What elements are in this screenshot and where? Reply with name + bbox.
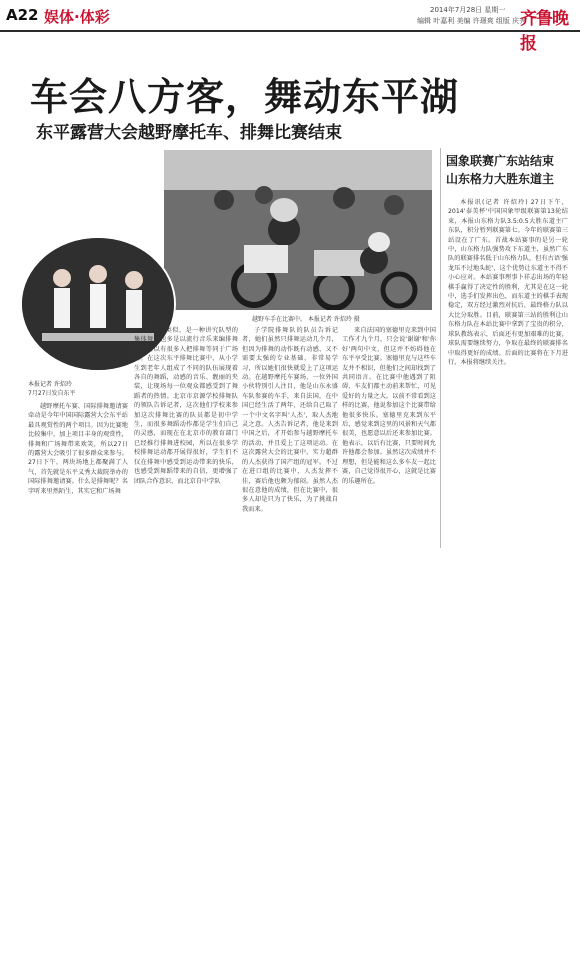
photo-caption-motocross: 越野车手在比赛中。 本报记者 许炤玲 摄 bbox=[252, 316, 360, 323]
photo-caption-dance bbox=[28, 380, 75, 398]
page-number: A22 bbox=[6, 6, 39, 24]
motocross-photo bbox=[164, 150, 432, 310]
date-line: 2014年7月28日 星期一 bbox=[430, 6, 506, 14]
sidebar-text: 本报讯(记者 许炤玲) 27日下午，2014'泰美杯'中国国象甲级联赛第13轮结束，本报山东格力队3.5:0.5大胜东道主广东队，积分暂列联赛第七。今年的联赛第三站设在了广东。首战本站赛事的是另一轮中，山东格力队强势攻下东道主，虽然广东队的联赛排名低于山东格力队，但有古语'强龙压不过地头蛇'，这个优势让东道主不得不小心应对。本站赛事理事卜祥志出场的年轻棋手赢得了决定性的胜利，尤其是在这一轮中，选手们发挥出色，而东道主的棋手表现稳定，双方经过激烈对抗后，最终格力队以大比分取胜。目前，联赛第三站的胜利让山东格力队在本站比赛中拿到了宝贵的积分，球队教练表示，后面还有更加艰难的比赛，球队需要继续努力，争取在最终的联赛排名中取得更好的成绩。后面的比赛将在下月进行，本报将继续关注。 bbox=[448, 199, 568, 366]
article-text: 越野摩托车赛、国际排舞邀请赛牵动是今年中国国际露营大会东平站最具观赏性的两个项目。因为比赛地比较集中，加上项目丰身的观赏性，排舞和广场舞带来欢笑，所以27日的露营大会吸引了很多群众来参与。27日下午，两块场地上都聚满了人气，首先就是东平义秀大裁院举办的国际排舞邀请赛。什么是排舞呢？名字听来里然陌生，其实它和广场舞 bbox=[28, 403, 128, 495]
page-header bbox=[0, 0, 580, 54]
article-column-4 bbox=[342, 326, 436, 552]
motocross-image bbox=[164, 150, 432, 310]
sidebar-article bbox=[448, 198, 568, 550]
caption-reporter: 本报记者 许炤玲 bbox=[28, 381, 72, 388]
column-divider bbox=[440, 148, 441, 548]
article-column-2 bbox=[134, 326, 238, 552]
sidebar-title bbox=[446, 152, 570, 188]
section-title: 娱体·体彩 bbox=[44, 8, 110, 26]
sidebar-title-line-1: 国象联赛广东站结束 bbox=[446, 154, 555, 168]
editors-line: 编辑 叶嘉利 美编 许璟爽 组版 庆秀 bbox=[417, 17, 527, 25]
article-text: 的形式类似，是一种讲究队型的集体舞，也多是以流行音乐来编排舞蹈，所以有很多人把排舞等同于广场舞。在这次东平排舞比赛中，从小学生到老年人组成了不同的队伍展现着各自的舞蹈，动感的音乐、靓丽的夹装，让现场每一位观众都感受到了舞蹈者的热情。北京市京源学校排舞队的领队告诉记者，这次他们学校来参加这次排舞比赛的队员都是初中学生，而很多舞蹈动作都是学生们自己的灵感，而现在在北京市的教育部门已经推行排舞进校园，所以在很多学校排舞运动都开展得很好，学生们不仅在排舞中感受到运动带来的快乐，也感受到舞蹈带来的自信，更增强了团队合作意识，而北京自中学队 bbox=[134, 327, 238, 485]
headline: 车会八方客，舞动东平湖 bbox=[30, 75, 460, 119]
subheadline: 东平露营大会越野摩托车、排舞比赛结束 bbox=[36, 123, 342, 143]
article-column-1 bbox=[28, 402, 128, 552]
sidebar-title-line-2: 山东格力大胜东道主 bbox=[446, 172, 555, 186]
article-text: 来自法国的塞德里克来到中国工作才九个月，只会说'谢谢'和'你好'两句中文，但这并不妨碍他在东平享受比赛。塞德里克与这些车友并不相识，但他们之间却找到了共同语言。在比赛中他遇到了阻碍，车友们都主动前来帮忙，可见爱好的力量之大。以前不常看到这样的比赛，他说参加这个比赛带给他很多快乐。塞德里克来到东平后，感觉来到这里的风景和天气都很美，也愿意以后还来参加比赛。他表示，以后有比赛，只要时间允许他都会参加。虽然这次成绩并不理想，但是能和这么多车友一起比赛，自己觉得很开心，这就是比赛的乐趣所在。 bbox=[342, 327, 436, 485]
article-text: 子学院排舞队的队员告诉记者，她们虽然只排舞运动几个月，但因为排舞的动作既有动感、又不需要太强的专业基础，非常易学习，所以她们很快就爱上了这项运动。在越野摩托车赛场，一位外国小伙特别引人注目，他是山东永盛车队参赛的车手，来自法国，在中国已经生活了两年，还给自己取了一个中文名字叫'人杰'，取人杰地灵之意。人杰告诉记者，他是来到中国之后，才开始参与越野摩托车的活动，并且爱上了这项运动。在这次露营大会的比赛中，实力超群的人杰获得了国产组的冠军。不过在进口组的比赛中，人杰发挥不佳，赛后他也颇为郁闷。虽然人杰很在意他的成绩，但在比赛中，很多人却是只为了快乐，为了挑战自我而来。 bbox=[242, 327, 338, 513]
article-column-3 bbox=[242, 326, 338, 552]
masthead-logo: 齐鲁晚报 bbox=[520, 9, 568, 54]
caption-dateline: 7月27日发自东平 bbox=[28, 390, 76, 397]
